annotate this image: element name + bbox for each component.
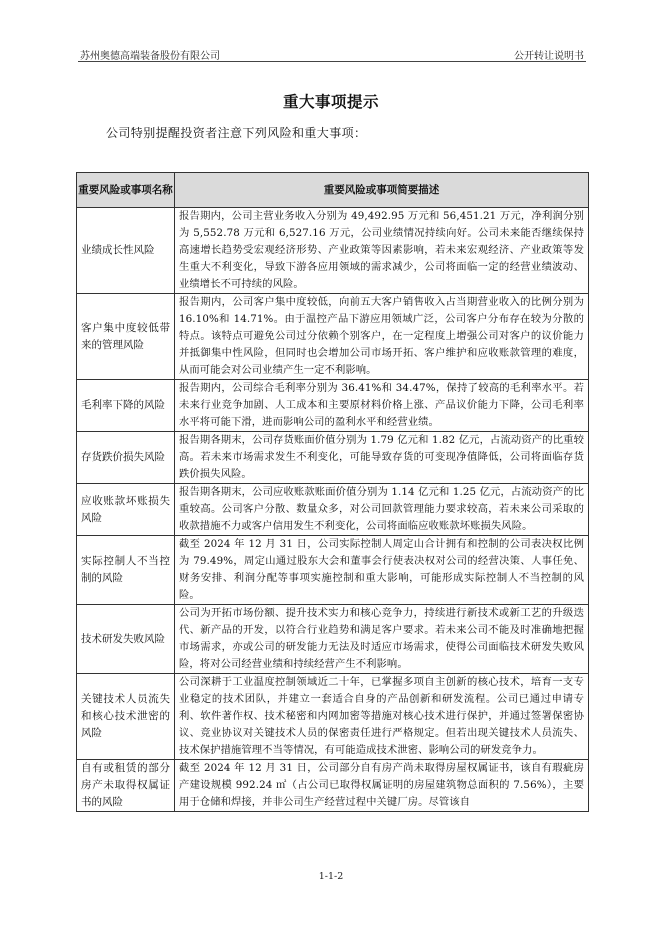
risk-name: 存货跌价损失风险 <box>77 432 175 484</box>
risk-description: 截至 2024 年 12 月 31 日，公司实际控制人周定山合计拥有和控制的公司表决权比例为 79.49%，周定山通过股东大会和董事会行使表决权对公司的经营决策、人事任免、财务安排、利润分配等事项实施控制和重大影响，可能形成实际控制人不当控制的风险。 <box>175 536 589 605</box>
table-row <box>77 760 589 812</box>
table-row <box>77 674 589 760</box>
risk-name: 技术研发失败风险 <box>77 605 175 674</box>
page-number: 1-1-2 <box>318 871 344 882</box>
header-company-name: 苏州奥德高端装备股份有限公司 <box>80 51 220 62</box>
table-header-row <box>77 173 589 208</box>
risk-description: 公司为开拓市场份额、提升技术实力和核心竞争力，持续进行新技术或新工艺的升级迭代、新产品的开发，以符合行业趋势和满足客户要求。若未来公司不能及时准确地把握市场需求，亦或公司的研发能力无法及时适应市场需求，使得公司面临技术研发失败风险，将对公司经营业绩和持续经营产生不利影响。 <box>175 605 589 674</box>
risk-name: 应收账款坏账损失风险 <box>77 484 175 536</box>
table-row <box>77 294 589 380</box>
header-risk-description: 重要风险或事项简要描述 <box>175 173 589 208</box>
risk-name: 自有或租赁的部分房产未取得权属证书的风险 <box>77 760 175 812</box>
table-row <box>77 536 589 605</box>
risk-name: 客户集中度较低带来的管理风险 <box>77 294 175 380</box>
risk-description: 公司深耕于工业温度控制领域近二十年，已掌握多项自主创新的核心技术，培育一支专业稳定的技术团队，并建立一套适合自身的产品创新和研发流程。公司已通过申请专利、软件著作权、技术秘密和内网加密等措施对核心技术进行保护，并通过签署保密协议、竞业协议对关键技术人员的保密责任进行严格规定。但若出现关键技术人员流失、技术保护措施管理不当等情况，有可能造成技术泄密、影响公司的研发竞争力。 <box>175 674 589 760</box>
risk-name: 实际控制人不当控制的风险 <box>77 536 175 605</box>
risk-name: 毛利率下降的风险 <box>77 380 175 432</box>
risk-description: 报告期内，公司综合毛利率分别为 36.41%和 34.47%，保持了较高的毛利率水平。若未来行业竞争加剧、人工成本和主要原材料价格上涨、产品议价能力下降，公司毛利率水平将可能下滑，进而影响公司的盈利水平和经营业绩。 <box>175 380 589 432</box>
header-risk-name: 重要风险或事项名称 <box>77 173 175 208</box>
risk-description: 报告期内，公司客户集中度较低，向前五大客户销售收入占当期营业收入的比例分别为 16.10%和 14.71%。由于温控产品下游应用领域广泛，公司客户分布存在较为分散的特点。该特点可避免公司过分依赖个别客户，在一定程度上增强公司对客户的议价能力并抵御集中性风险，但同时也会增加公司市场开拓、客户维护和应收账款管理的难度，从而可能会对公司业绩产生一定不利影响。 <box>175 294 589 380</box>
table-row <box>77 605 589 674</box>
risk-name: 业绩成长性风险 <box>77 208 175 294</box>
table-row <box>77 208 589 294</box>
risk-description: 截至 2024 年 12 月 31 日，公司部分自有房产尚未取得房屋权属证书，该自有瑕疵房产建设规模 992.24 ㎡（占公司已取得权属证明的房屋建筑物总面积的 7.56%），主要用于仓储和焊接，并非公司生产经营过程中关键厂房。尽管该自 <box>175 760 589 812</box>
risk-description: 报告期各期末，公司存货账面价值分别为 1.79 亿元和 1.82 亿元，占流动资产的比重较高。若未来市场需求发生不利变化，可能导致存货的可变现净值降低，公司将面临存货跌价损失风险。 <box>175 432 589 484</box>
table-row <box>77 432 589 484</box>
risk-name: 关键技术人员流失和核心技术泄密的风险 <box>77 674 175 760</box>
risk-description: 报告期各期末，公司应收账款账面价值分别为 1.14 亿元和 1.25 亿元，占流动资产的比重较高。公司客户分散、数量众多，对公司回款管理能力要求较高，若未来公司采取的收款措施不力或客户信用发生不利变化，公司将面临应收账款坏账损失风险。 <box>175 484 589 536</box>
table-row <box>77 380 589 432</box>
page-title: 重大事项提示 <box>282 92 379 111</box>
intro-paragraph: 公司特别提醒投资者注意下列风险和重大事项： <box>106 126 367 140</box>
risk-table <box>76 172 589 812</box>
table-row <box>77 484 589 536</box>
page-header <box>78 44 586 62</box>
risk-description: 报告期内，公司主营业务收入分别为 49,492.95 万元和 56,451.21 万元，净利润分别为 5,552.78 万元和 6,527.16 万元，公司业绩情况持续向好。公司未来能否继续保持高速增长趋势受宏观经济形势、产业政策等因素影响，若未来宏观经济、产业政策等发生重大不利变化，导致下游各应用领域的需求减少，公司将面临一定的经营业绩波动、业绩增长不可持续的风险。 <box>175 208 589 294</box>
header-document-type: 公开转让说明书 <box>514 51 584 62</box>
